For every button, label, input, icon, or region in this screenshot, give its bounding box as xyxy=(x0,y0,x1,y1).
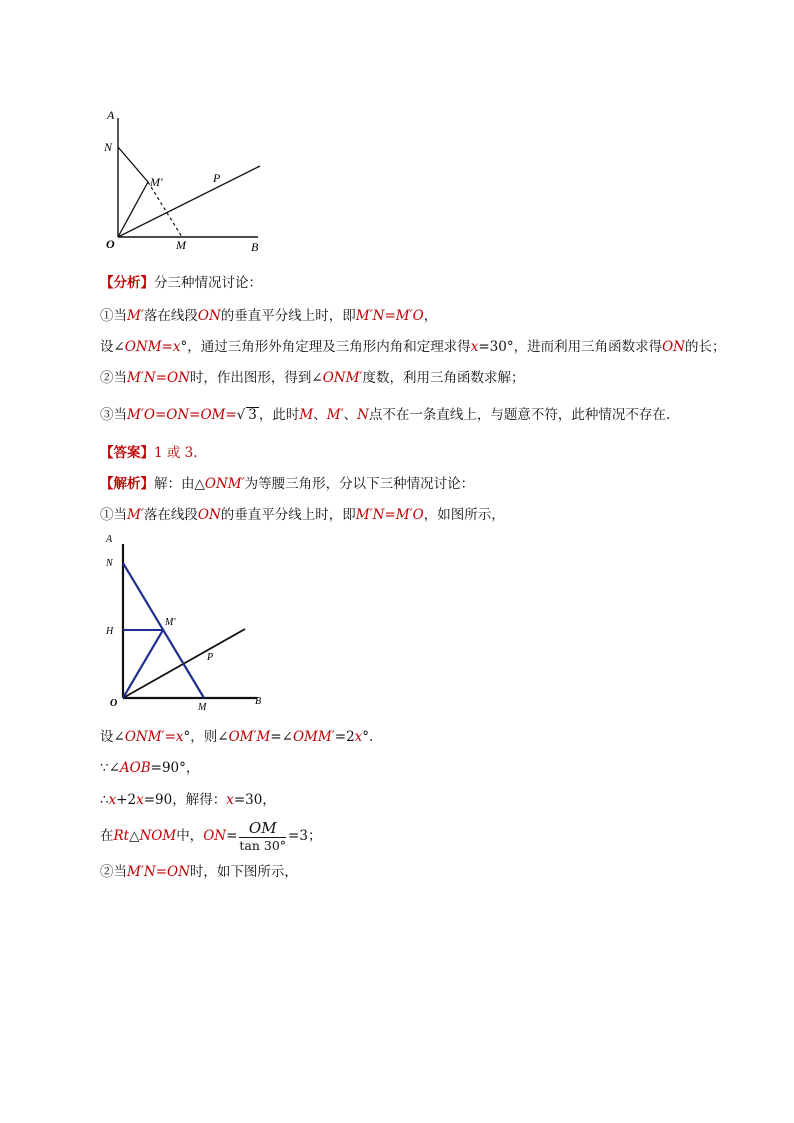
label-p-2: P xyxy=(207,652,214,663)
label-a-2: A xyxy=(106,534,113,545)
step-5: ②当M′N=ON时，如下图所示， xyxy=(100,864,298,880)
analysis-line: 【分析】分三种情况讨论： xyxy=(100,275,262,291)
label-n-2: N xyxy=(106,558,113,569)
label-o-2: O xyxy=(110,698,118,709)
figure-1 xyxy=(100,100,270,260)
label-h-2: H xyxy=(106,626,114,637)
solution-tag: 【解析】 xyxy=(100,476,154,492)
ray-op xyxy=(118,166,260,237)
solution-intro: 【解析】解：由△ONM′为等腰三角形，分以下三种情况讨论： xyxy=(100,476,475,492)
analysis-tag: 【分析】 xyxy=(100,275,154,291)
segment-om-prime xyxy=(118,182,148,237)
label-o: O xyxy=(106,237,115,251)
fraction-om-over-tan30: $\frac{OM}{\tan 30^\circ}$ xyxy=(239,818,287,853)
segment-o-m-prime xyxy=(123,630,163,698)
analysis-case-1: ①当M′落在线段ON的垂直平分线上时，即M′N=M′O， xyxy=(100,308,438,324)
label-b-2: B xyxy=(255,696,262,707)
dashed-m-prime-m xyxy=(148,182,182,237)
step-1: 设∠ONM′=x°，则∠OM′M=∠OMM′=2x°. xyxy=(100,729,374,745)
label-m-prime-2: M′ xyxy=(165,617,176,628)
label-a: A xyxy=(107,108,115,122)
label-m-prime: M′ xyxy=(150,175,163,189)
figure-2 xyxy=(100,530,270,715)
step-4: 在Rt△NOM中，ON= $\frac{OM}{\tan 30^\circ}$ =3； xyxy=(100,818,322,853)
answer-tag: 【答案】 xyxy=(100,445,154,461)
label-p: P xyxy=(213,171,221,185)
answer-text: 1 或 3. xyxy=(154,445,198,461)
step-2: ∵∠AOB=90°， xyxy=(100,760,200,776)
answer-line xyxy=(100,443,198,463)
analysis-case-1-detail: 设∠ONM=x°，通过三角形外角定理及三角形内角和定理求得x=30°，进而利用三角函数求得ON的长； xyxy=(100,339,726,355)
solution-case-1: ①当M′落在线段ON的垂直平分线上时，即M′N=M′O，如图所示， xyxy=(100,507,505,523)
label-m-2: M xyxy=(198,702,207,713)
label-b: B xyxy=(251,240,259,254)
label-m: M xyxy=(176,238,186,252)
sqrt-symbol: √ xyxy=(236,407,246,423)
segment-nm-prime xyxy=(118,147,148,182)
label-n: N xyxy=(104,140,113,154)
step-3: ∴x+2x=90，解得：x=30， xyxy=(100,792,276,808)
analysis-case-2: ②当M′N=ON时，作出图形，得到∠ONM′度数，利用三角函数求解； xyxy=(100,370,525,386)
analysis-case-3: ③当M′O=ON=OM=√ 3 ，此时M、M′、N点不在一条直线上，与题意不符，此种情况不存在. xyxy=(100,407,671,423)
